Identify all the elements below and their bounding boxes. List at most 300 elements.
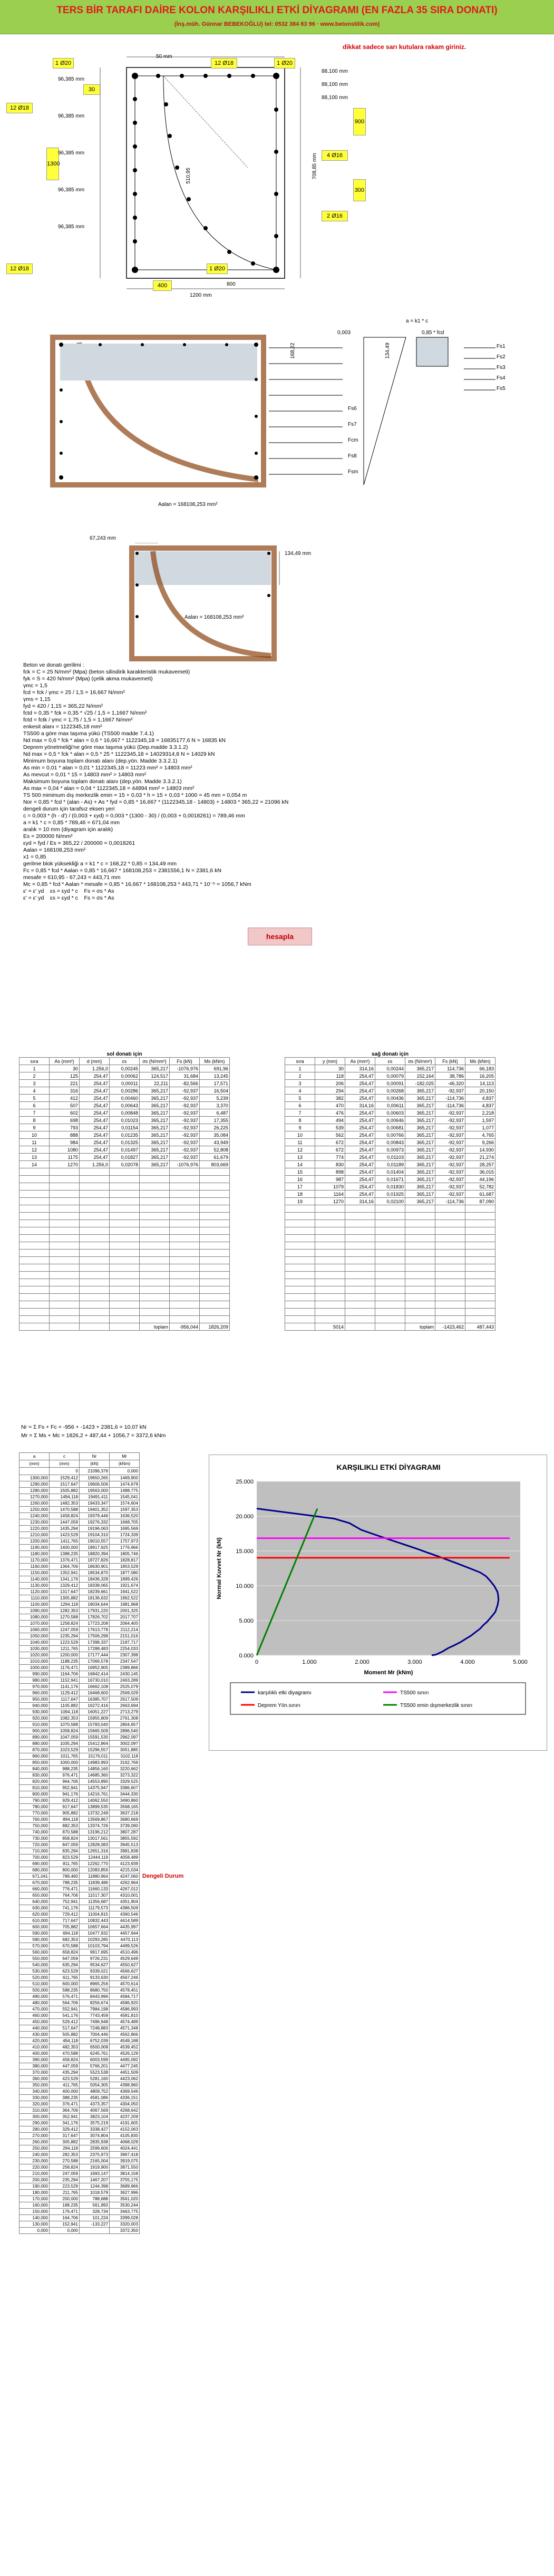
calc-line: As mevcut = 0,01 * 15 = 14803 mm² > 14803 mm² — [23, 772, 147, 778]
calc-line: fcd = fck / γmc = 25 / 1,5 = 16,667 N/mm² — [23, 689, 125, 696]
total-row: 5014 toplam -1423,462 487,443 — [285, 1323, 495, 1331]
calc-line: Maksimum boyuna toplam donatı alanı (dep.yön. Madde 3.3.2.1) — [23, 778, 182, 785]
legend-label: karşılıklı etki diyagramı — [258, 1690, 312, 1696]
data-row: 440,000 517,647 7248,883 4571,348 — [20, 2025, 140, 2032]
y-tick-label: 5.000 — [239, 1618, 254, 1624]
calc-line: aralık = 10 mm (diyagram için aralık) — [23, 826, 113, 833]
page-title: TERS BİR TARAFI DAİRE KOLON KARŞILIKLI ETKİ DİYAGRAMI (EN FAZLA 35 SIRA DONATI) — [56, 5, 498, 16]
y-tick-label: 15.000 — [236, 1548, 254, 1555]
data-row: 880,000 1035,294 15412,864 3002,097 — [20, 1741, 140, 1747]
dim-left-1: 96,385 mm — [58, 76, 85, 82]
table-row — [20, 1272, 230, 1279]
data-row: 770,000 905,882 13732,249 3637,218 — [20, 1810, 140, 1817]
column-header: σs (N/mm²) — [140, 1058, 170, 1065]
table-row — [20, 1301, 230, 1309]
data-row: 140,000 164,706 101,224 3399,028 — [20, 2215, 140, 2221]
force-fs8: Fs8 — [348, 453, 357, 459]
table-row — [20, 1309, 230, 1316]
calc-line: ε' = ε' yd εs = εyd * c Fs = σs * As — [23, 895, 114, 901]
table-row: 19 1270 314,16 0,02100 365,217 -114,736 87,090 — [285, 1198, 495, 1205]
data-row: 260,000 305,882 2835,938 4068,029 — [20, 2139, 140, 2145]
x-tick-label: 5.000 — [513, 1659, 528, 1665]
calculate-button[interactable]: hesapla — [248, 928, 312, 945]
table-row — [20, 1264, 230, 1272]
radius-label: 510,95 — [185, 168, 191, 184]
table-row — [285, 1316, 495, 1323]
cover-dim-label: 50 mm — [156, 54, 172, 60]
column-header: d (mm) — [80, 1058, 110, 1065]
data-row: 240,000 282,353 2375,973 3967,418 — [20, 2152, 140, 2158]
table-row — [285, 1220, 495, 1227]
table-row: 13 1175 254,47 0,01827 365,217 -92,937 61,679 — [20, 1154, 230, 1161]
dim-left-4: 96,385 mm — [58, 187, 85, 193]
column-header: Ms (kNm) — [465, 1058, 495, 1065]
dim-left-2: 96,385 mm — [58, 113, 85, 119]
calc-line: a = k1 * c = 0,85 * 789,46 = 671,04 mm — [23, 819, 120, 826]
table-row: 13 774 254,47 0,01103 365,217 -92,937 21,274 — [285, 1154, 495, 1161]
y-tick-label: 10.000 — [236, 1583, 254, 1589]
table-row — [20, 1257, 230, 1264]
block-width-label: 67,243 mm — [90, 535, 116, 541]
data-row: 400,000 470,588 6245,761 4526,129 — [20, 2051, 140, 2057]
table-row: 17 1079 254,47 0,01830 365,217 -92,937 52,782 — [285, 1183, 495, 1191]
bottom-total-label: 1200 mm — [190, 292, 212, 298]
data-row: 180,000 211,765 1018,579 3627,996 — [20, 2190, 140, 2196]
table-row: 2 125 254,47 0,00062 124,517 31,684 13,245 — [20, 1072, 230, 1080]
data-row: 1270,000 1494,118 19491,411 1545,041 — [20, 1494, 140, 1500]
balanced-state-label: Dengeli Durum — [142, 1872, 184, 1879]
data-row: 1090,000 1282,353 17931,220 2001,325 — [20, 1608, 140, 1614]
y-tick-label: 0.000 — [239, 1653, 254, 1659]
data-row: 920,000 1082,353 15955,809 2761,308 — [20, 1715, 140, 1722]
data-row: 1010,000 1188,235 17066,578 2347,547 — [20, 1658, 140, 1665]
data-row: 570,000 670,588 10103,794 4499,526 — [20, 1943, 140, 1949]
column-header: As (mm²) — [345, 1058, 375, 1065]
y-axis-label: Normal Kuvvet Nr (kN) — [216, 1537, 222, 1599]
column-header: εs — [375, 1058, 405, 1065]
calc-line: Es = 200000 N/mm² — [23, 833, 73, 840]
table-row: 5 382 254,47 0,00436 365,217 -114,736 4,837 — [285, 1095, 495, 1102]
c-depth-label: 168,22 — [289, 343, 296, 359]
y-tick-label: 20.000 — [236, 1514, 254, 1520]
table-row: 4 294 254,47 0,00268 365,217 -92,937 20,150 — [285, 1087, 495, 1095]
right-bar2-input[interactable]: 2 Ø16 — [322, 211, 348, 221]
data-row: 250,000 294,118 2599,606 4024,441 — [20, 2145, 140, 2152]
data-row: 700,000 823,529 12444,119 4058,489 — [20, 1855, 140, 1861]
data-row: 560,000 658,824 9917,695 4510,496 — [20, 1949, 140, 1956]
data-row: 640,000 752,941 11356,687 4351,904 — [20, 1899, 140, 1905]
bottom-mid-bar-input[interactable]: 1 Ø20 — [207, 264, 228, 274]
calc-line: dengeli durum için tarafsız eksen yeri — [23, 806, 115, 812]
data-row: 900,000 1058,824 15665,509 2896,540 — [20, 1728, 140, 1734]
calc-line: Aalan = 168108,253 mm² — [23, 847, 86, 853]
column-header: As (mm²) — [50, 1058, 80, 1065]
data-row: 150,000 176,471 328,734 3463,775 — [20, 2209, 140, 2215]
data-row: 680,000 800,000 12083,856 4215,034 — [20, 1867, 140, 1874]
data-row: 540,000 635,294 9534,627 4550,627 — [20, 1962, 140, 1968]
calc-line: εyd = fyd / Es = 365,22 / 200000 = 0,0018261 — [23, 840, 135, 846]
data-row: 380,000 447,059 5766,201 4477,245 — [20, 2063, 140, 2070]
data-row: 520,000 611,765 9133,630 4567,246 — [20, 1975, 140, 1981]
table-row — [20, 1235, 230, 1242]
table-row — [20, 1220, 230, 1227]
legend-label: Deprem Yön.sınırı — [258, 1703, 300, 1709]
column-header: y (mm) — [315, 1058, 345, 1065]
data-row: 1280,000 1505,882 19563,000 1488,775 — [20, 1488, 140, 1494]
column-header: Fs (kN) — [170, 1058, 200, 1065]
data-row: 1050,000 1235,294 17506,298 2151,016 — [20, 1633, 140, 1640]
data-row: 870,000 1023,529 15296,557 3051,885 — [20, 1747, 140, 1753]
table-row: 14 830 254,47 0,01189 365,217 -92,937 28,257 — [285, 1161, 495, 1168]
table-row: 8 494 254,47 0,00646 365,217 -92,937 1,597 — [285, 1117, 495, 1124]
data-row: 1130,000 1329,412 18338,065 1921,674 — [20, 1583, 140, 1589]
table-row: 6 470 314,16 0,00611 365,217 -114,736 4,837 — [285, 1102, 495, 1109]
force-fs7: Fs7 — [348, 422, 357, 427]
area-label: Aalan = 168108,253 mm² — [158, 502, 218, 508]
data-row: 720,000 847,059 12828,083 3945,513 — [20, 1842, 140, 1848]
calc-line: mesafe = 610,95 - 67,243 = 443,71 mm — [23, 874, 121, 881]
table-row — [285, 1309, 495, 1316]
dim-right-1: 88,100 mm — [322, 69, 348, 74]
left-bar-input[interactable]: 12 Ø18 — [6, 103, 33, 113]
data-row: 910,000 1070,588 15783,040 2804,657 — [20, 1722, 140, 1728]
data-row: 500,000 588,235 8680,750 4578,451 — [20, 1987, 140, 1994]
data-row: 130,000 152,941 -133,227 3320,003 — [20, 2221, 140, 2228]
top-mid-bar-input[interactable]: 12 Ø18 — [211, 58, 237, 69]
data-row: 690,000 811,765 12262,770 4123,939 — [20, 1861, 140, 1867]
eps-cu-label: 0,003 — [337, 330, 351, 336]
data-row: 990,000 1164,706 16842,414 2430,145 — [20, 1671, 140, 1677]
table-row — [20, 1279, 230, 1286]
bottom-width2-label: 800 — [227, 281, 236, 287]
table-row: 3 206 254,47 0,00091 -182,025 -46,320 14,113 — [285, 1080, 495, 1087]
column-header: εs — [110, 1058, 140, 1065]
table-row: 12 672 254,47 0,00973 365,217 -92,937 14,930 — [285, 1146, 495, 1154]
table-row — [285, 1235, 495, 1242]
calc-line: enkesit alanı = 1122345,18 mm² — [23, 724, 102, 730]
table-row — [285, 1279, 495, 1286]
force-fs5: Fs5 — [497, 386, 506, 392]
calc-line: fctd = fctk / γmc = 1,75 / 1,5 = 1,1667 N/mm² — [23, 717, 133, 723]
data-row: 470,000 552,941 7984,198 4586,993 — [20, 2006, 140, 2013]
calc-line: Nor = 0,85 * fcd * (alan - As) + As * fyd = 0,85 * 16,667 * (1122345,18 - 14803) + 14803 * 365,22 = 21096 kN — [23, 799, 289, 805]
calc-lines-block — [23, 662, 350, 902]
force-fs3: Fs3 — [497, 365, 506, 370]
data-row: 1060,000 1247,059 17613,778 2112,214 — [20, 1627, 140, 1633]
calc-line: As max = 0,04 * alan = 0,04 * 1122345,18 = 44894 mm² = 14803 mm² — [23, 785, 195, 792]
table-row — [285, 1257, 495, 1264]
force-fs6: Fs6 — [348, 406, 357, 412]
data-row: 1150,000 1352,941 18534,870 1877,080 — [20, 1570, 140, 1576]
data-row: 350,000 411,765 5054,305 4398,960 — [20, 2082, 140, 2089]
calc-line: fctd = 0,35 * fck = 0,35 * √25 / 1,5 = 1,1667 N/mm² — [23, 710, 147, 716]
table-row — [20, 1227, 230, 1235]
calc-line: TS 500 minimum dış merkezlik emin = 15 + 0,03 * h = 15 + 0,03 * 1000 = 45 mm = 0,054 m — [23, 792, 247, 798]
x-axis-label: Moment Mr (kNm) — [364, 1670, 413, 1676]
table-row: 7 602 254,47 0,00848 365,217 -92,937 6,487 — [20, 1109, 230, 1117]
data-row: 1200,000 1411,765 19010,557 1757,973 — [20, 1538, 140, 1545]
table-row — [20, 1205, 230, 1213]
data-row: 800,000 941,176 14216,761 3444,330 — [20, 1791, 140, 1798]
column-header: σs (N/mm²) — [405, 1058, 435, 1065]
calc-line: Deprem yönetmeliği'ne göre max taşıma yükü (Dep.madde 3.3.1.2) — [23, 744, 188, 750]
table-row: 7 476 254,47 0,00603 365,217 -92,937 2,218 — [285, 1109, 495, 1117]
top-left-bar-input[interactable]: 1 Ø20 — [53, 58, 74, 69]
calc-line: Beton ve donatı gerilimi : — [23, 662, 84, 668]
table-row — [20, 1168, 230, 1176]
data-row: 740,000 870,588 13196,212 3807,287 — [20, 1829, 140, 1836]
data-row: 310,000 364,706 4067,569 4268,642 — [20, 2107, 140, 2114]
table-row: 9 793 254,47 0,01154 365,217 -92,937 26,225 — [20, 1124, 230, 1131]
dim-right-2: 88,100 mm — [322, 82, 348, 87]
data-row: 760,000 894,118 13569,867 3680,669 — [20, 1817, 140, 1823]
table-row: 6 507 254,47 0,00643 365,217 -92,937 3,370 — [20, 1102, 230, 1109]
table-row — [285, 1272, 495, 1279]
data-row: 480,000 564,706 8256,674 4586,920 — [20, 2000, 140, 2006]
interaction-grid: a c Nr Mr (mm) (mm) (kN) (kNm) 0 21096,376 0,000 1300,000 1529,412 19650,265 1469,900 1290,000 1517,647 19606,506 1474,679 1280,000 1505,882 19563,000 1488,775 1270,000 1494,118 19491,411 1545,041 1260,000 1482,353 19433,347 1574,604 1250,000 1470,588 19401,352 1597,353 1240,000 1458,824 19379,446 1636,520 1230,000 1447,059 19276,332 1668,705 1220,000 1435,294 19196,063 1695,569 1210,000 1423,529 19104,310 1724,339 1200,000 1411,765 19010,557 1757,973 1190,000 1400,000 18917,925 1776,966 1180,000 1388,235 18820,394 1805,746 1170,000 1376,471 18727,826 1828,817 1160,000 1364,706 18630,901 1853,529 1150,000 1352,941 18534,870 1877,080 1140,000 1341,176 18436,328 1899,426 1130,000 1329,412 18338,065 1921,674 1120,000 1317,647 18239,661 1941,522 1110,000 1305,882 18136,632 1962,522 1100,000 1294,118 18034,644 1981,968 1090,000 1282,353 17931,220 2001,325 1080,000 1270,588 17826,702 2017,707 1070,000 1258,824 17723,208 2064,400 1060,000 1247,059 17613,778 2112,214 1050,000 1235,294 17506,298 2151,016 1040,000 1223,529 17398,337 2187,717 1030,000 1211,765 17288,483 2254,033 1020,000 1200,000 17177,444 2307,398 1010,000 1188,235 17066,578 2347,547 1000,000 1176,471 16952,905 2389,866 990,000 1164,706 16842,414 2430,145 980,000 1152,941 16730,010 2463,289 970,000 1141,176 16662,108 2525,079 960,000 1129,412 16468,600 2569,029 950,000 1117,647 16385,707 2617,509 940,000 1105,882 16272,416 2663,694 930,000 1094,118 16051,227 2713,279 920,000 1082,353 15955,809 2761,308 910,000 1070,588 15783,040 2804,657 900,000 1058,824 15665,509 2896,540 890,000 1047,059 15591,530 2962,097 880,000 1035,294 15412,864 3002,097 870,000 1023,529 15296,557 3051,885 860,000 1011,765 15176,011 3102,118 850,000 1000,000 14983,993 3162,769 840,000 988,235 14856,160 3220,662 830,000 976,471 14685,360 3273,322 820,000 964,706 14553,890 3329,525 810,000 952,941 14375,947 3386,607 800,000 941,176 14216,761 3444,330 790,000 929,412 14062,550 3490,860 780,000 917,647 13899,535 3568,165 770,000 905,882 13732,249 3637,218 760,000 894,118 13569,867 3680,669 750,000 882,353 13374,726 3739,090 740,000 870,588 13196,212 3807,287 730,000 858,824 13017,561 3855,592 720,000 847,059 12828,083 3945,513 710,000 835,294 12651,316 3981,838 700,000 823,529 12444,119 4058,489 690,000 811,765 12262,770 4123,939 680,000 800,000 12083,856 4215,034 671,041 789,460 11880,964 4247,060 670,000 788,235 11839,486 4262,964 660,000 776,471 11660,133 4267,012 650,000 764,706 11517,307 4310,001 640,000 752,941 11356,687 4351,904 630,000 741,176 11179,573 4386,509 620,000 729,412 11004,815 4360,546 610,000 717,647 10832,443 4414,589 600,000 705,882 10657,664 4435,997 590,000 694,118 10477,932 4457,944 580,000 682,353 10293,285 4470,113 570,000 670,588 10103,794 4499,526 560,000 658,824 9917,695 4510,496 550,000 647,059 9726,231 4529,649 540,000 635,294 9534,627 4550,627 530,000 623,529 9339,021 4566,627 520,000 611,765 9133,630 4567,246 510,000 600,000 8965,256 4570,614 500,000 588,235 8680,750 4578,451 490,000 576,471 8443,996 4584,717 480,000 564,706 8256,674 4586,920 470,000 552,941 7984,198 4586,993 460,000 541,176 7743,458 4581,810 450,000 529,412 7496,948 4574,489 440,000 517,647 7248,883 4571,348 430,000 505,882 7004,446 4562,866 420,000 494,118 6752,039 4549,188 410,000 482,353 6500,008 4539,452 400,000 470,588 6245,761 4526,129 390,000 458,824 6003,599 4495,092 380,000 447,059 5766,201 4477,245 370,000 435,294 5523,538 4451,509 360,000 423,529 5281,160 4423,062 350,000 411,765 5054,305 4398,960 340,000 400,000 4809,752 4369,546 330,000 388,235 4581,086 4336,151 320,000 376,471 4373,357 4304,050 310,000 364,706 4067,569 4268,642 300,000 352,941 3823,104 4237,209 290,000 341,176 3575,219 4191,605 280,000 329,412 3338,427 4152,063 270,000 317,647 3074,804 4105,830 260,000 305,882 2835,938 4068,029 250,000 294,118 2599,606 4024,441 240,000 282,353 2375,973 3967,418 230,000 270,588 2165,004 3919,075 220,000 258,824 1919,900 3871,550 210,000 247,059 1693,147 3814,158 200,000 235,294 1467,207 3755,175 190,000 223,529 1244,398 3689,966 180,000 211,765 1018,579 3627,996 170,000 200,000 788,688 3561,020 160,000 188,235 561,993 3530,244 150,000 176,471 328,734 3463,775 140,000 164,706 101,224 3399,028 130,000 152,941 -133,227 3320,003 0,000 0,000 3372,350 — [19, 1452, 140, 2234]
force-fs1: Fs1 — [497, 344, 506, 349]
table-row — [20, 1176, 230, 1183]
table-row — [20, 1286, 230, 1294]
data-row: 430,000 505,882 7004,446 4562,866 — [20, 2032, 140, 2038]
data-row: 1260,000 1482,353 19433,347 1574,604 — [20, 1500, 140, 1507]
data-row: 280,000 329,412 3338,427 4152,063 — [20, 2126, 140, 2133]
calc-line: TS500 a göre max taşıma yükü (TS500 madde 7.4.1) — [23, 730, 154, 737]
right-table-grid — [285, 1057, 495, 1331]
plot-area — [257, 1481, 520, 1655]
calc-line: x1 = 0,85 — [23, 854, 46, 860]
data-row: 750,000 882,353 13374,726 3739,090 — [20, 1823, 140, 1829]
data-row: 840,000 988,235 14856,160 3220,662 — [20, 1766, 140, 1772]
data-row: 850,000 1000,000 14983,993 3162,769 — [20, 1760, 140, 1766]
x-tick-label: 4.000 — [460, 1659, 475, 1665]
table-row: 2 118 254,47 0,00079 152,164 38,786 16,205 — [285, 1072, 495, 1080]
data-row: 1070,000 1258,824 17723,208 2064,400 — [20, 1621, 140, 1627]
data-row: 590,000 694,118 10477,932 4457,944 — [20, 1930, 140, 1937]
compression-block-drawing — [127, 543, 390, 664]
data-row: 420,000 494,118 6752,039 4549,188 — [20, 2038, 140, 2044]
x-tick-label: 2.000 — [355, 1659, 370, 1665]
data-row: 1190,000 1400,000 18917,925 1776,966 — [20, 1545, 140, 1551]
data-row: 300,000 352,941 3823,104 4237,209 — [20, 2114, 140, 2120]
table-row: 3 221 254,47 0,00011 22,211 -82,566 17,571 — [20, 1080, 230, 1087]
bottom-width1-input[interactable]: 400 — [153, 280, 172, 291]
x-tick-label: 0 — [255, 1659, 259, 1665]
force-fs4: Fs4 — [497, 375, 506, 381]
data-row: 1220,000 1435,294 19196,063 1695,569 — [20, 1526, 140, 1532]
x-tick-label: 1.000 — [302, 1659, 317, 1665]
calc-line: γms = 1,15 — [23, 696, 51, 702]
table-row — [20, 1213, 230, 1220]
data-row: 710,000 835,294 12651,316 3981,838 — [20, 1848, 140, 1855]
data-row: 200,000 235,294 1467,207 3755,175 — [20, 2177, 140, 2183]
data-row: 970,000 1141,176 16662,108 2525,079 — [20, 1684, 140, 1690]
table-row — [285, 1301, 495, 1309]
table-row — [20, 1183, 230, 1191]
result-nr: Nr = Σ Fs + Fc = -956 + -1423 + 2381,6 = 10,07 kN — [21, 1424, 147, 1430]
data-row: 210,000 247,059 1693,147 3814,158 — [20, 2171, 140, 2177]
data-row: 860,000 1011,765 15176,011 3102,118 — [20, 1753, 140, 1760]
dim-left-5: 96,385 mm — [58, 224, 85, 230]
data-row: 1160,000 1364,706 18630,901 1853,529 — [20, 1564, 140, 1570]
data-row: 390,000 458,824 6003,599 4495,092 — [20, 2057, 140, 2063]
data-row: 660,000 776,471 11660,133 4267,012 — [20, 1886, 140, 1892]
data-row: 370,000 435,294 5523,538 4451,509 — [20, 2070, 140, 2076]
data-row: 830,000 976,471 14685,360 3273,322 — [20, 1772, 140, 1779]
data-row: 510,000 600,000 8965,256 4570,614 — [20, 1981, 140, 1987]
title-banner — [0, 0, 554, 34]
data-row: 630,000 741,176 11179,573 4386,509 — [20, 1905, 140, 1911]
data-row: 780,000 917,647 13899,535 3568,165 — [20, 1804, 140, 1810]
data-row: 940,000 1105,882 16272,416 2663,694 — [20, 1703, 140, 1709]
calc-line: gerilme blok yüksekliği a = k1 * c = 168,22 * 0,85 = 134,49 mm — [23, 861, 177, 867]
data-row: 820,000 964,706 14553,890 3329,525 — [20, 1779, 140, 1785]
cover1-input[interactable]: 30 — [83, 84, 100, 95]
table-row: 16 987 254,47 0,01671 365,217 -92,937 44,196 — [285, 1176, 495, 1183]
left-table-title: sol donatı için — [106, 1051, 142, 1057]
legend-label: TS500 emin dışmerkezlik sınırı — [400, 1703, 473, 1709]
data-row: 730,000 858,824 13017,561 3855,592 — [20, 1836, 140, 1842]
table-row — [20, 1242, 230, 1250]
table-row — [285, 1294, 495, 1301]
right-bar-input[interactable]: 4 Ø16 — [322, 150, 348, 161]
column-header: Ms (kNm) — [200, 1058, 230, 1065]
table-row — [285, 1213, 495, 1220]
data-row: 460,000 541,176 7743,458 4581,810 — [20, 2013, 140, 2019]
data-row: 790,000 929,412 14062,550 3490,860 — [20, 1798, 140, 1804]
data-row: 1180,000 1388,235 18820,394 1805,746 — [20, 1551, 140, 1557]
data-row: 360,000 423,529 5281,160 4423,062 — [20, 2076, 140, 2082]
data-row: 270,000 317,647 3074,804 4105,830 — [20, 2133, 140, 2139]
data-row: 650,000 764,706 11517,307 4310,001 — [20, 1892, 140, 1899]
data-row: 330,000 388,235 4581,086 4336,151 — [20, 2095, 140, 2101]
calc-line: As min = 0,01 * alan = 0,01 * 1122345,18 = 11223 mm² = 14803 mm² — [23, 765, 192, 771]
author-line: (İnş.müh. Günnar BEBEKOĞLU) tel: 0532 384 83 96 · www.betonstilik.com) — [174, 21, 380, 27]
table-row — [20, 1198, 230, 1205]
table-row: 1 30 314,16 0,00244 365,217 114,736 66,183 — [285, 1065, 495, 1072]
right-height-input[interactable]: 900 — [353, 108, 366, 135]
table-row — [20, 1294, 230, 1301]
calc-line: c = 0,003 * (h - d') / (0,003 + εyd) = 0,003 * (1300 - 30) / (0,003 + 0,0018261) = 789,46 mm — [23, 813, 245, 819]
data-row: 1020,000 1200,000 17177,444 2307,398 — [20, 1652, 140, 1658]
data-row: 1210,000 1423,529 19104,310 1724,339 — [20, 1532, 140, 1538]
data-row: 1110,000 1305,882 18136,632 1962,522 — [20, 1595, 140, 1602]
column-header: sıra — [20, 1058, 50, 1065]
table-row — [285, 1242, 495, 1250]
data-row: 190,000 223,529 1244,398 3689,966 — [20, 2183, 140, 2190]
left-table-grid — [19, 1057, 230, 1331]
table-row: 1 30 1.256,0 0,00245 365,217 -1076,976 691,96 — [20, 1065, 230, 1072]
calc-line: Minimum boyuna toplam donatı alanı (dep.yön. Madde 3.3.2.1) — [23, 758, 178, 764]
column-header: Fs (kN) — [435, 1058, 465, 1065]
data-row: 1170,000 1376,471 18727,826 1828,817 — [20, 1557, 140, 1564]
dim-right-3: 88,100 mm — [322, 95, 348, 101]
table-row: 15 898 254,47 0,01404 365,217 -92,937 36,015 — [285, 1168, 495, 1176]
table-row: 4 316 254,47 0,00286 365,217 -92,937 16,504 — [20, 1087, 230, 1095]
table-row: 11 672 254,47 0,00843 365,217 -92,937 9,266 — [285, 1139, 495, 1146]
data-row: 610,000 717,647 10832,443 4414,589 — [20, 1918, 140, 1924]
left-bar-table — [19, 1051, 230, 1331]
fc-label: 0,85 * fcd — [422, 330, 444, 336]
data-row: 550,000 647,059 9726,231 4529,649 — [20, 1956, 140, 1962]
column-header: sıra — [285, 1058, 315, 1065]
data-row: 410,000 482,353 6500,008 4539,452 — [20, 2044, 140, 2051]
interaction-data-table — [19, 1452, 140, 2234]
right-bar-table — [285, 1051, 495, 1331]
data-row: 320,000 376,471 4373,357 4304,050 — [20, 2101, 140, 2107]
data-row: 1230,000 1447,059 19276,332 1668,705 — [20, 1519, 140, 1526]
data-row: 580,000 682,353 10293,285 4470,113 — [20, 1937, 140, 1943]
a-depth-label: 134,49 — [384, 343, 391, 359]
table-row — [285, 1250, 495, 1257]
calc-line: γmc = 1,5 — [23, 682, 47, 689]
force-fsm: Fsm — [348, 469, 358, 475]
calc-line: ε' = ε' yd εs = εyd * c Fs = σs * As — [23, 888, 114, 894]
y-tick-label: 25.000 — [236, 1479, 254, 1485]
data-row: 810,000 952,941 14375,947 3386,607 — [20, 1785, 140, 1791]
table-row: 10 888 254,47 0,01235 365,217 -92,937 35,084 — [20, 1131, 230, 1139]
data-row: 890,000 1047,059 15591,530 2962,097 — [20, 1734, 140, 1741]
table-row — [285, 1227, 495, 1235]
data-row: 670,000 788,235 11839,486 4262,964 — [20, 1880, 140, 1886]
dim-left-3: 96,385 mm — [58, 150, 85, 156]
table-row: 5 412 254,47 0,00460 365,217 -92,937 5,239 — [20, 1095, 230, 1102]
bottom-left-bar-input[interactable]: 12 Ø18 — [6, 264, 33, 274]
data-row: 1140,000 1341,176 18436,328 1899,426 — [20, 1576, 140, 1583]
height-input[interactable]: 1300 — [46, 148, 59, 180]
data-row: 290,000 341,176 3575,219 4191,605 — [20, 2120, 140, 2126]
calc-line: Nd max = 0,5 * fck * alan = 0,5 * 25 * 1122345,18 = 14029314,8 N = 14029 kN — [23, 751, 215, 757]
calc-line: Nd max = 0,6 * fck * alan = 0,6 * 16,667 * 1122345,18 = 16835177,6 N = 16835 kN — [23, 737, 226, 744]
data-row: 620,000 729,412 11004,815 4360,546 — [20, 1911, 140, 1918]
right-table-title: sağ donatı için — [371, 1051, 409, 1057]
table-row: 12 1080 254,47 0,01497 365,217 -92,937 52,808 — [20, 1146, 230, 1154]
table-row: 14 1270 1.256,0 0,02078 365,217 -1076,976 803,669 — [20, 1161, 230, 1168]
data-row: 1120,000 1317,647 18239,661 1941,522 — [20, 1589, 140, 1595]
data-row: 530,000 623,529 9339,021 4566,627 — [20, 1968, 140, 1975]
warning-text: dikkat sadece sarı kutulara rakam giriniz. — [343, 43, 466, 51]
data-row: 930,000 1094,118 16051,227 2713,279 — [20, 1709, 140, 1715]
table-row: 10 562 254,47 0,00766 365,217 -92,937 4,765 — [285, 1131, 495, 1139]
a-formula-label: a = k1 * c — [406, 318, 428, 324]
block-depth-label: 134,49 mm — [285, 551, 312, 557]
data-row: 1100,000 1294,118 18034,644 1981,968 — [20, 1602, 140, 1608]
table-row: 8 698 254,47 0,01023 365,217 -92,937 17,355 — [20, 1117, 230, 1124]
calc-line: Mc = 0,85 * fcd * Aalan * mesafe = 0,85 * 16,667 * 168108,253 * 443,71 * 10⁻⁶ = 1056,7 kNm — [23, 881, 251, 887]
block-area-label: Aalan = 168108,253 mm² — [184, 614, 244, 620]
right-width-input[interactable]: 300 — [353, 179, 366, 201]
top-right-bar-input[interactable]: 1 Ø20 — [274, 58, 295, 69]
legend-label: TS500 sınırı — [400, 1690, 429, 1696]
data-row: 1240,000 1458,824 19379,446 1636,520 — [20, 1513, 140, 1519]
table-row: 11 984 254,47 0,01325 365,217 -92,937 43,949 — [20, 1139, 230, 1146]
data-row: 1000,000 1176,471 16952,905 2389,866 — [20, 1665, 140, 1671]
table-row — [20, 1316, 230, 1323]
table-row — [20, 1250, 230, 1257]
data-row: 450,000 529,412 7496,948 4574,489 — [20, 2019, 140, 2025]
data-row: 671,041 789,460 11880,964 4247,060 — [20, 1874, 140, 1880]
legend-box — [230, 1683, 526, 1714]
data-row: 340,000 400,000 4809,752 4369,546 — [20, 2089, 140, 2095]
chart-title: KARŞILIKLI ETKİ DİYAGRAMI — [336, 1463, 441, 1471]
table-row — [285, 1264, 495, 1272]
data-row: 600,000 705,882 10657,664 4435,997 — [20, 1924, 140, 1930]
table-row — [285, 1205, 495, 1213]
data-row: 1040,000 1223,529 17398,337 2187,717 — [20, 1640, 140, 1646]
data-row: 220,000 258,824 1919,900 3871,550 — [20, 2164, 140, 2171]
calc-line: fck = C = 25 N/mm² (Mpa) (beton silindirik karakteristik mukavemeti) — [23, 669, 190, 675]
data-row: 960,000 1129,412 16468,600 2569,029 — [20, 1690, 140, 1696]
